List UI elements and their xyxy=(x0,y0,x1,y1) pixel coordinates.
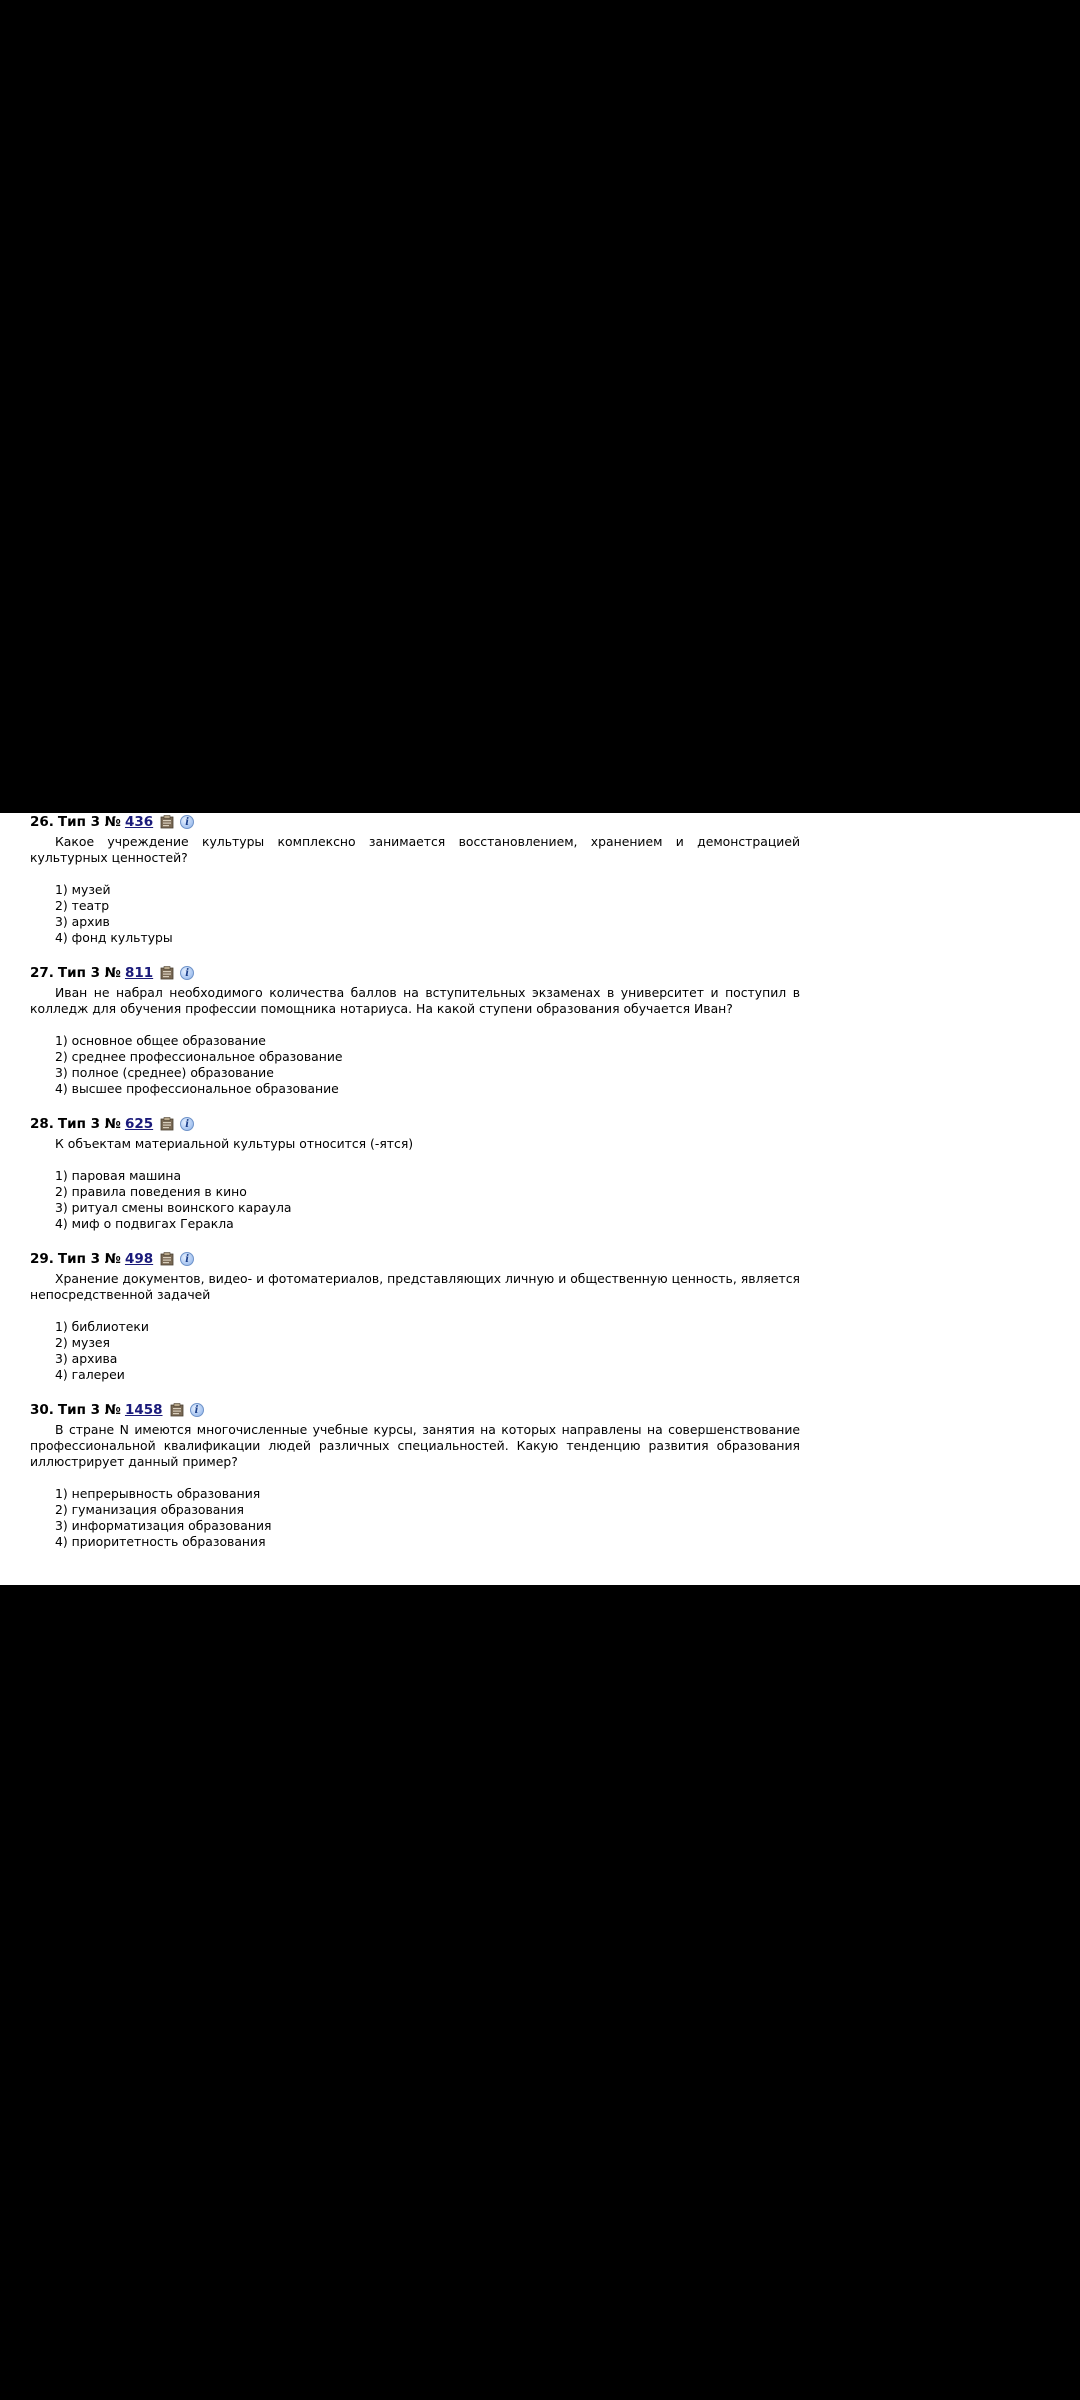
clipboard-icon[interactable] xyxy=(160,1117,174,1131)
task-type-label: Тип 3 № xyxy=(57,1402,121,1418)
answer-options xyxy=(55,882,800,946)
task-type-label: Тип 3 № xyxy=(57,1251,121,1267)
task-list xyxy=(30,813,800,1568)
answer-option: 4) приоритетность образования xyxy=(55,1534,266,1549)
clipboard-icon[interactable] xyxy=(170,1403,184,1417)
clipboard-icon[interactable] xyxy=(160,966,174,980)
answer-option: 1) непрерывность образования xyxy=(55,1486,261,1501)
document-page xyxy=(0,813,1080,1585)
info-icon[interactable]: i xyxy=(180,815,194,829)
task-30 xyxy=(30,1401,800,1550)
info-icon[interactable]: i xyxy=(180,1252,194,1266)
answer-options xyxy=(55,1319,800,1383)
answer-option: 2) музея xyxy=(55,1335,111,1350)
task-question: К объектам материальной культуры относится (-ятся) xyxy=(55,1136,414,1151)
task-type-label: Тип 3 № xyxy=(57,965,121,981)
answer-options xyxy=(55,1486,800,1550)
task-question: Хранение документов, видео- и фотоматериалов, представляющих личную и общественную ценность, является непосредственной задачей xyxy=(30,1271,800,1302)
task-question: В стране N имеются многочисленные учебные курсы, занятия на которых направлены на совершенствование профессиональной квалификации людей различных специальностей. Какую тенденцию развития образования иллюстрирует данный пример? xyxy=(30,1422,800,1469)
task-number: 30. xyxy=(30,1402,54,1418)
task-number: 27. xyxy=(30,965,54,981)
info-icon[interactable]: i xyxy=(180,1117,194,1131)
task-28 xyxy=(30,1115,800,1232)
answer-option: 2) гуманизация образования xyxy=(55,1502,245,1517)
task-27 xyxy=(30,964,800,1097)
answer-option: 4) миф о подвигах Геракла xyxy=(55,1216,234,1231)
task-id-link[interactable]: 498 xyxy=(124,1251,154,1267)
answer-option: 4) фонд культуры xyxy=(55,930,173,945)
task-id-link[interactable]: 811 xyxy=(124,965,154,981)
answer-option: 2) правила поведения в кино xyxy=(55,1184,247,1199)
answer-option: 2) среднее профессиональное образование xyxy=(55,1049,343,1064)
task-header xyxy=(30,1401,800,1419)
task-header xyxy=(30,1250,800,1268)
answer-option: 4) галереи xyxy=(55,1367,125,1382)
answer-options xyxy=(55,1033,800,1097)
task-header xyxy=(30,813,800,831)
answer-option: 3) архива xyxy=(55,1351,118,1366)
task-number: 26. xyxy=(30,814,54,830)
answer-option: 2) театр xyxy=(55,898,110,913)
answer-option: 3) ритуал смены воинского караула xyxy=(55,1200,292,1215)
task-type-label: Тип 3 № xyxy=(57,814,121,830)
answer-option: 3) полное (среднее) образование xyxy=(55,1065,274,1080)
task-number: 28. xyxy=(30,1116,54,1132)
answer-option: 3) архив xyxy=(55,914,110,929)
clipboard-icon[interactable] xyxy=(160,1252,174,1266)
task-question: Какое учреждение культуры комплексно занимается восстановлением, хранением и демонстрацией культурных ценностей? xyxy=(30,834,800,865)
task-id-link[interactable]: 625 xyxy=(124,1116,154,1132)
task-id-link[interactable]: 1458 xyxy=(124,1402,163,1418)
task-number: 29. xyxy=(30,1251,54,1267)
task-type-label: Тип 3 № xyxy=(57,1116,121,1132)
task-header xyxy=(30,1115,800,1133)
answer-option: 3) информатизация образования xyxy=(55,1518,272,1533)
task-29 xyxy=(30,1250,800,1383)
answer-options xyxy=(55,1168,800,1232)
info-icon[interactable]: i xyxy=(190,1403,204,1417)
info-icon[interactable]: i xyxy=(180,966,194,980)
answer-option: 1) библиотеки xyxy=(55,1319,149,1334)
answer-option: 1) музей xyxy=(55,882,111,897)
answer-option: 4) высшее профессиональное образование xyxy=(55,1081,339,1096)
task-id-link[interactable]: 436 xyxy=(124,814,154,830)
clipboard-icon[interactable] xyxy=(160,815,174,829)
task-question: Иван не набрал необходимого количества баллов на вступительных экзаменах в университет и поступил в колледж для обучения профессии помощника нотариуса. На какой ступени образования обучается Иван? xyxy=(30,985,800,1016)
task-26 xyxy=(30,813,800,946)
answer-option: 1) основное общее образование xyxy=(55,1033,266,1048)
answer-option: 1) паровая машина xyxy=(55,1168,182,1183)
task-header xyxy=(30,964,800,982)
